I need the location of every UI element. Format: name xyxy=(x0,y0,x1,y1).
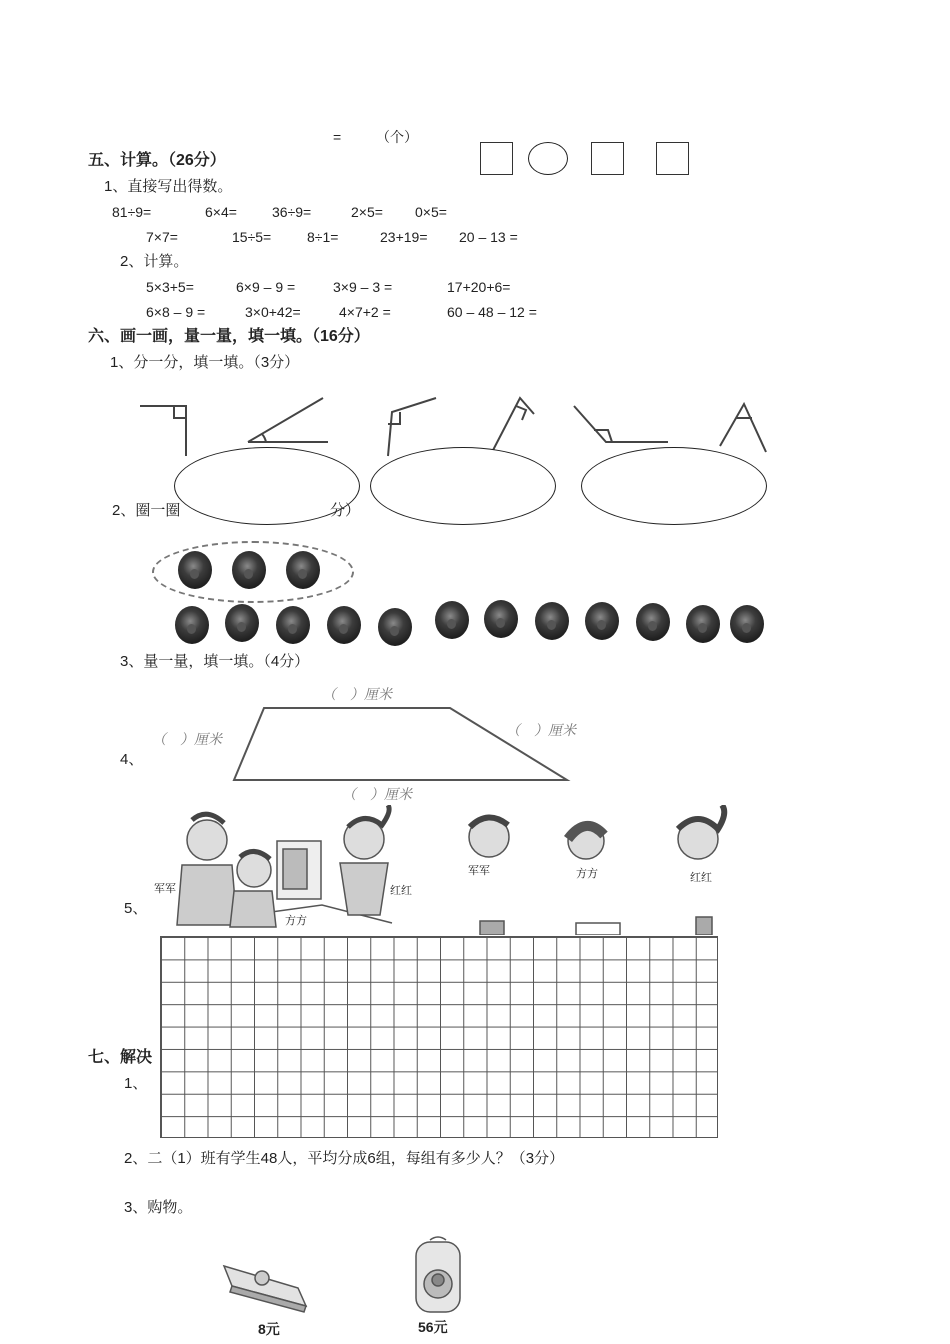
calc-item: 81÷9= xyxy=(112,204,152,220)
ball-icon xyxy=(286,551,320,589)
ball-icon xyxy=(225,604,259,642)
square-shape-3 xyxy=(656,142,689,175)
calc-item: 0×5= xyxy=(415,204,447,220)
answer-ellipse-3[interactable] xyxy=(581,447,767,525)
calc-item: 6×9 – 9 = xyxy=(236,279,296,295)
calc-item: 4×7+2 = xyxy=(339,304,391,320)
answer-grid[interactable] xyxy=(160,936,718,1138)
scene-label-junjun: 军军 xyxy=(154,883,176,895)
section7-q3: 3、购物。 xyxy=(124,1199,193,1216)
label-fangfang: 方方 xyxy=(576,868,598,880)
section7-q2: 2、二（1）班有学生48人，平均分成6组，每组有多少人？（3分） xyxy=(124,1150,565,1167)
section6-q1-title: 1、分一分，填一填。（3分） xyxy=(110,354,300,371)
ball-icon xyxy=(327,606,361,644)
section7-title-partial: 七、解决 xyxy=(88,1049,153,1066)
answer-ellipse-2[interactable] xyxy=(370,447,556,525)
label-honghong: 红红 xyxy=(690,872,712,884)
section6-q2-partial: 2、圈一圈 xyxy=(112,502,181,519)
angle-3 xyxy=(388,398,436,456)
calc-item: 20 – 13 = xyxy=(459,229,518,245)
square-shape-2 xyxy=(591,142,624,175)
section7-q1-partial: 1、 xyxy=(124,1075,148,1092)
calc-item: 6×4= xyxy=(205,204,237,220)
calc-item: 3×9 – 3 = xyxy=(333,279,393,295)
section6-q5-partial: 5、 xyxy=(124,900,148,917)
calc-item: 17+20+6= xyxy=(447,279,511,295)
section5-q2-title: 2、计算。 xyxy=(120,253,189,270)
ball-icon xyxy=(585,602,619,640)
calc-item: 60 – 48 – 12 = xyxy=(447,304,537,320)
equals-sign: = xyxy=(333,129,342,145)
scene-label-honghong: 红红 xyxy=(390,885,412,897)
calc-item: 2×5= xyxy=(351,204,383,220)
section6-q2-tail: 分） xyxy=(330,502,361,519)
backpack-icon xyxy=(410,1234,466,1316)
ball-icon xyxy=(484,600,518,638)
ball-icon xyxy=(178,551,212,589)
acute-angle xyxy=(248,398,328,442)
observation-scene xyxy=(152,805,752,935)
angle-4 xyxy=(490,398,534,456)
calc-item: 8÷1= xyxy=(307,229,339,245)
section6-q4-partial: 4、 xyxy=(120,751,144,768)
calc-item: 36÷9= xyxy=(272,204,312,220)
ball-icon xyxy=(378,608,412,646)
pencil-case-price: 8元 xyxy=(258,1321,280,1337)
scene-label-fangfang: 方方 xyxy=(285,915,307,927)
trapezoid-figure xyxy=(230,700,575,785)
section5-title: 五、计算。（26分） xyxy=(88,152,226,169)
ball-icon xyxy=(535,602,569,640)
backpack-price: 56元 xyxy=(418,1319,448,1335)
trapezoid-label-left: （ ）厘米 xyxy=(152,732,222,748)
pencil-case-icon xyxy=(218,1258,313,1318)
obtuse-angle xyxy=(574,406,668,442)
calc-item: 5×3+5= xyxy=(146,279,194,295)
unit-label: （个） xyxy=(376,129,418,145)
trapezoid-label-bottom: （ ）厘米 xyxy=(342,787,412,803)
ball-icon xyxy=(636,603,670,641)
trapezoid-label-top: （ ）厘米 xyxy=(322,687,392,703)
calc-item: 7×7= xyxy=(146,229,178,245)
label-junjun: 军军 xyxy=(468,865,490,877)
circle-shape xyxy=(528,142,568,175)
calc-item: 23+19= xyxy=(380,229,428,245)
ball-icon xyxy=(276,606,310,644)
square-shape-1 xyxy=(480,142,513,175)
calc-item: 3×0+42= xyxy=(245,304,301,320)
section6-title: 六、画一画，量一量，填一填。（16分） xyxy=(88,328,370,345)
ball-icon xyxy=(730,605,764,643)
section6-q3-title: 3、量一量，填一填。（4分） xyxy=(120,653,310,670)
calc-item: 6×8 – 9 = xyxy=(146,304,206,320)
angle-6 xyxy=(720,404,766,452)
right-angle xyxy=(140,406,186,456)
ball-icon xyxy=(232,551,266,589)
calc-item: 15÷5= xyxy=(232,229,272,245)
trapezoid-label-right: （ ）厘米 xyxy=(506,723,576,739)
ball-icon xyxy=(686,605,720,643)
ball-icon xyxy=(175,606,209,644)
section5-q1-title: 1、直接写出得数。 xyxy=(104,178,233,195)
ball-icon xyxy=(435,601,469,639)
